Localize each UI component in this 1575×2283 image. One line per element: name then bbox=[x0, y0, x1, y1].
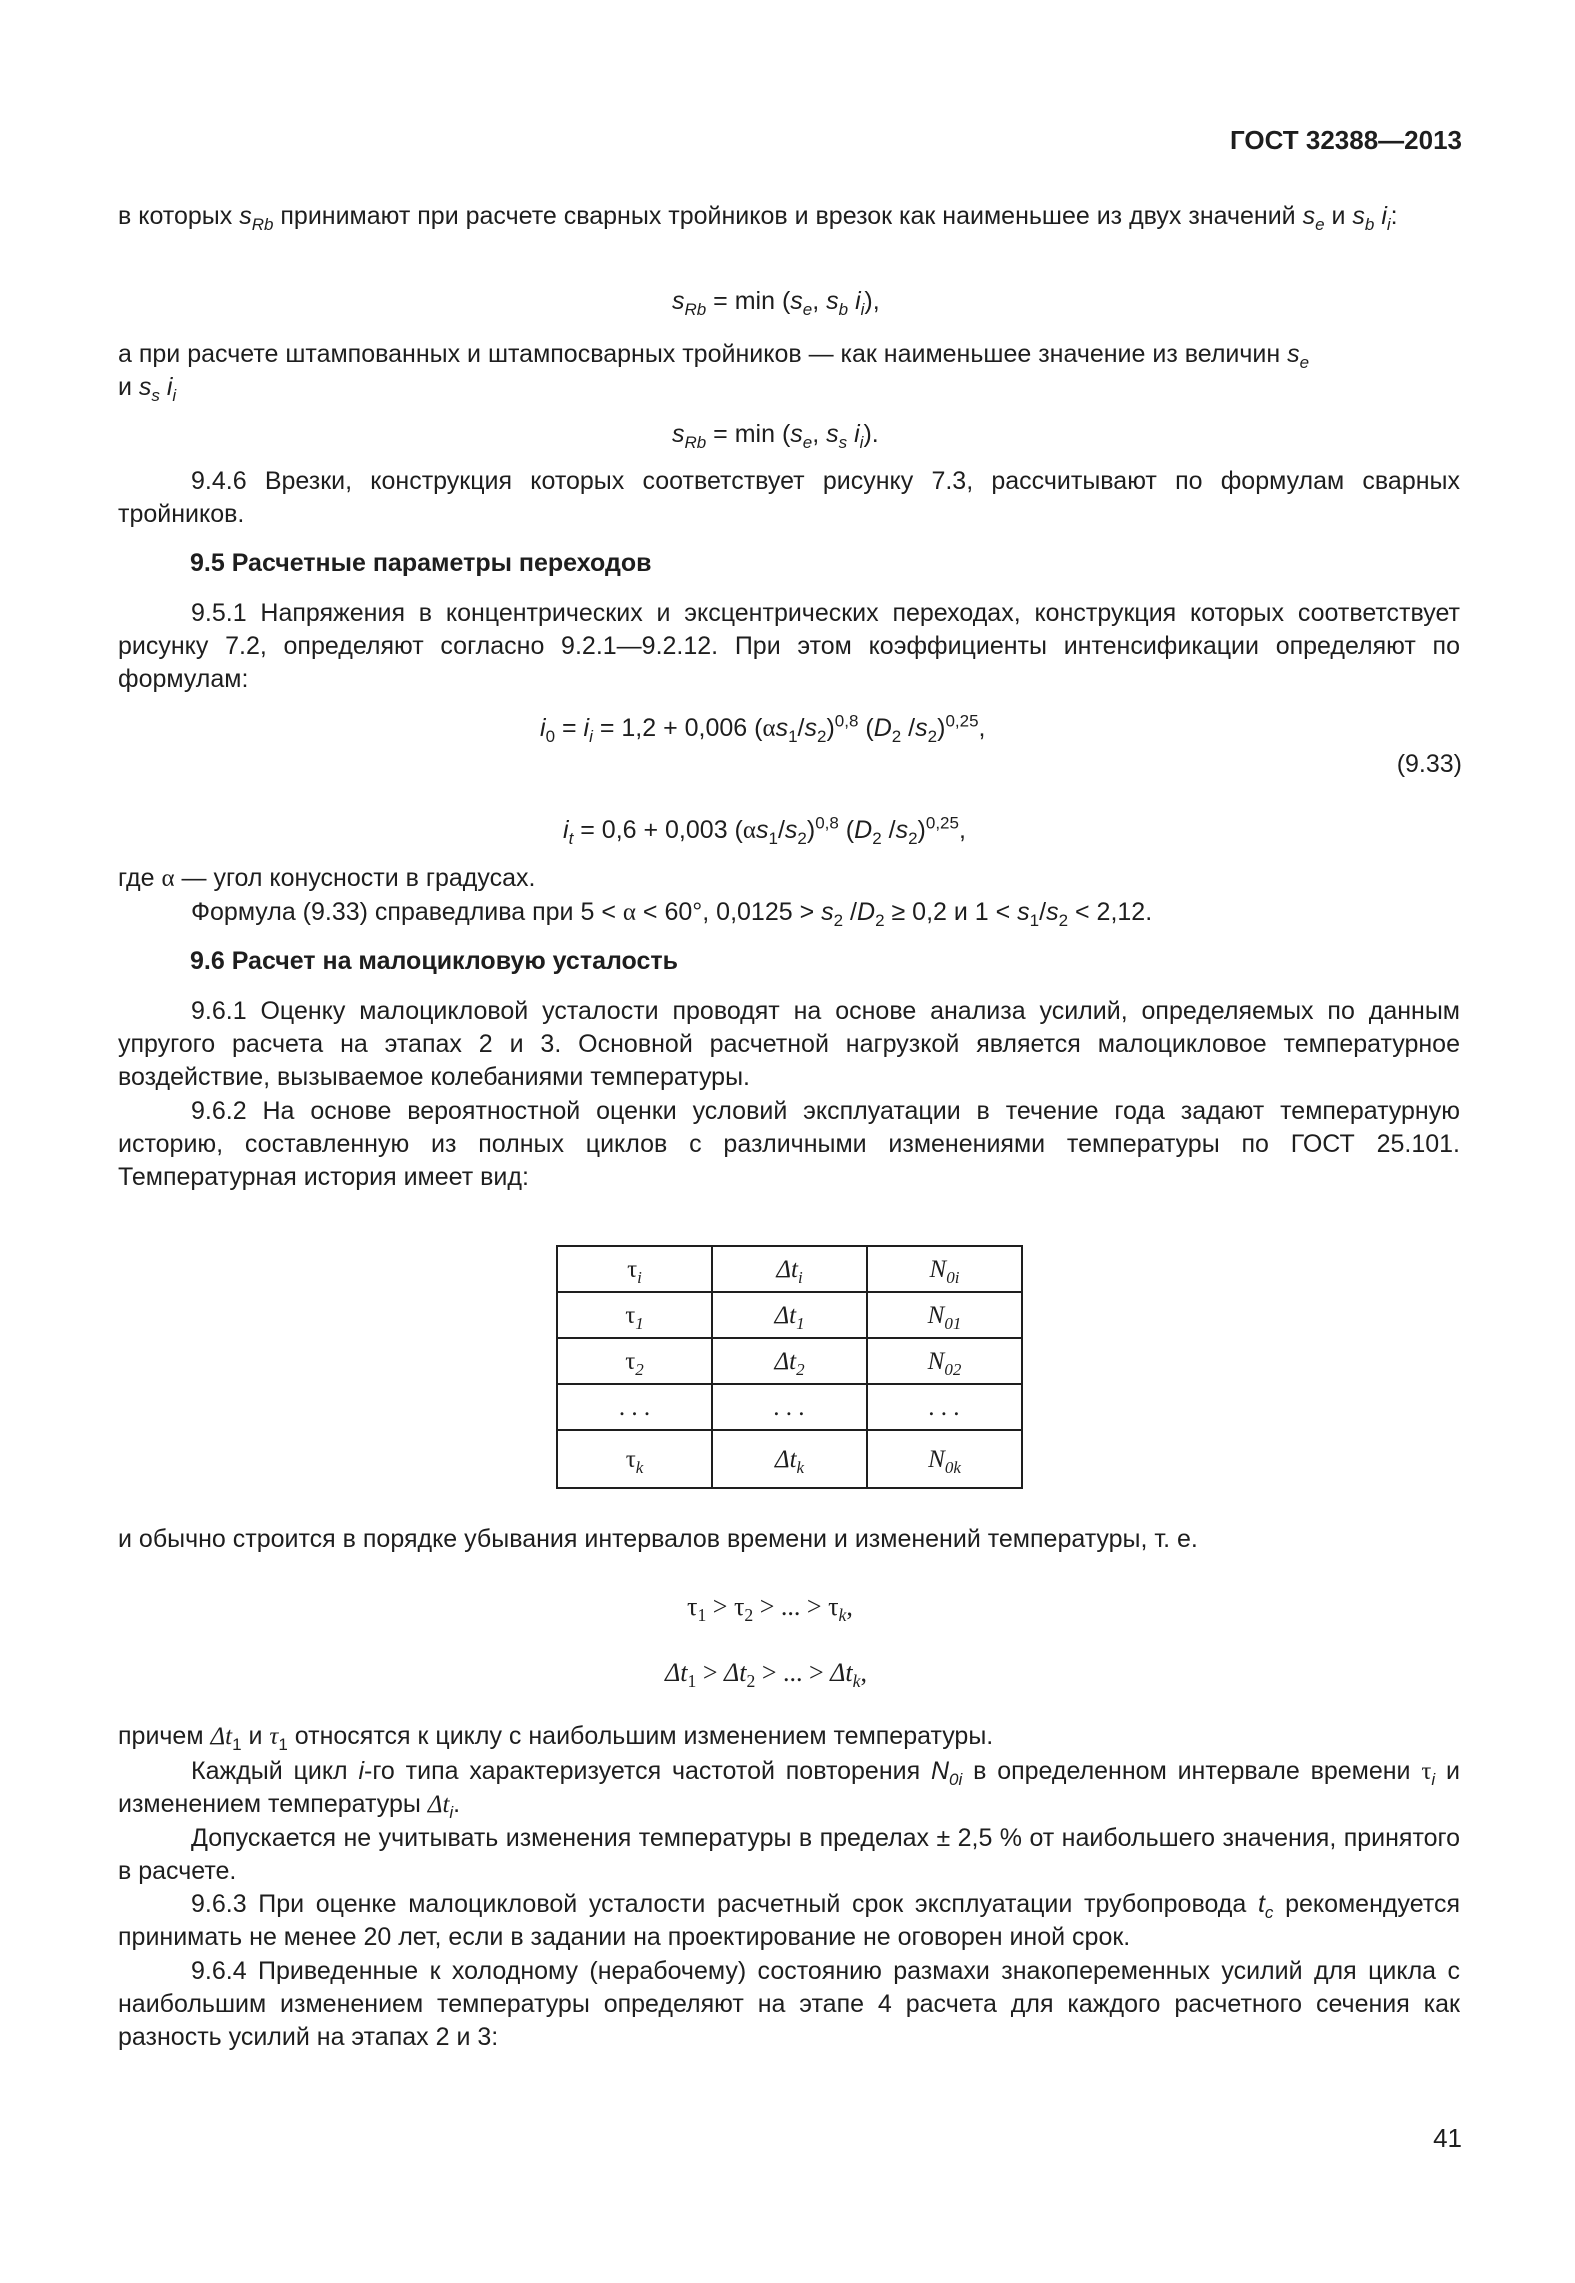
paragraph-9-5-1: 9.5.1 Напряжения в концентрических и эксцентрических переходах, конструкция которых соответствует рисунку 7.2, определяют согласно 9.2.1—9.2.12. При этом коэффициенты интенсификации определяют по формулам: bbox=[118, 599, 1460, 693]
paragraph-srb-welded: в которых $s_{Rb}$ принимают при расчете сварных тройников и врезок как наименьшее из двух значений $s_e$ и $s_b$ $i_i$: bbox=[118, 202, 1398, 234]
temperature-history-table bbox=[556, 1245, 1023, 1489]
count-cell: $N_{02}$ bbox=[867, 1338, 1022, 1384]
interval-cell: $\tau_2$ bbox=[557, 1338, 712, 1384]
paragraph-9-4-6: 9.4.6 Врезки, конструкция которых соответствует рисунку 7.3, рассчитывают по формулам сварных тройников. bbox=[118, 467, 1460, 528]
table-row bbox=[557, 1384, 1022, 1430]
paragraph-tolerance: Допускается не учитывать изменения температуры в пределах ± 2,5 % от наибольшего значения, принятого в расчете. bbox=[118, 1824, 1460, 1885]
paragraph-9-6-4: 9.6.4 Приведенные к холодному (нерабочему) состоянию размахи знакопеременных усилий для цикла с наибольшим изменением температуры определяют на этапе 4 расчета для каждого расчетного сечения как разность усилий на этапах 2 и 3: bbox=[118, 1957, 1460, 2051]
paragraph-9-6-1: 9.6.1 Оценку малоцикловой усталости проводят на основе анализа усилий, определяемых по данным упругого расчета на этапах 2 и 3. Основной расчетной нагрузкой является малоцикловое температурное воздействие, вызываемое колебаниями температуры. bbox=[118, 997, 1460, 1091]
count-cell: $N_{01}$ bbox=[867, 1292, 1022, 1338]
paragraph-9-6-3: 9.6.3 При оценке малоцикловой усталости расчетный срок эксплуатации трубопровода $t_c$ рекомендуется принимать не менее 20 лет, если в задании на проектирование не оговорен иной срок. bbox=[118, 1890, 1460, 1951]
formula-srb-welded: $s_{Rb} = \min (s_e$, $s_b$ $i_i$), bbox=[672, 287, 880, 319]
formula-9-33-it: $i_t = 0,6 + 0,003$ $(\alpha s_1/s_2)^{0,8}$ ($D_2$ $/s_2)^{0,25}$, bbox=[563, 813, 966, 848]
section-heading-9-6: 9.6 Расчет на малоцикловую усталость bbox=[190, 947, 678, 975]
paragraph-max-cycle: причем $\Delta t_1$ и $\tau_1$ относятся к циклу с наибольшим изменением температуры. bbox=[118, 1722, 994, 1754]
delta-t-cell: $\Delta t_1$ bbox=[712, 1292, 867, 1338]
interval-cell: $\tau_1$ bbox=[557, 1292, 712, 1338]
interval-cell: $\tau_i$ bbox=[557, 1246, 712, 1292]
count-cell: $N_{0i}$ bbox=[867, 1246, 1022, 1292]
interval-cell: $\tau_k$ bbox=[557, 1430, 712, 1488]
table-row bbox=[557, 1246, 1022, 1292]
paragraph-srb-stamped: а при расчете штампованных и штампосварных тройников — как наименьшее значение из величин $s_e$ и $s_s$ $i_i$ bbox=[118, 340, 1310, 405]
table-row bbox=[557, 1430, 1022, 1488]
paragraph-ordering: и обычно строится в порядке убывания интервалов времени и изменений температуры, т. е. bbox=[118, 1525, 1198, 1553]
delta-t-cell: . . . bbox=[712, 1384, 867, 1430]
section-heading-9-5: 9.5 Расчетные параметры переходов bbox=[190, 549, 652, 577]
count-cell: $N_{0k}$ bbox=[867, 1430, 1022, 1488]
page-number: 41 bbox=[1433, 2123, 1462, 2153]
interval-cell: . . . bbox=[557, 1384, 712, 1430]
formula-9-33-i0: $i_0 = i_i = 1,2 + 0,006$ $(\alpha s_1/s_2)^{0,8}$ ($D_2$ $/s_2)^{0,25}$, bbox=[540, 711, 986, 746]
delta-t-cell: $\Delta t_i$ bbox=[712, 1246, 867, 1292]
paragraph-9-6-2: 9.6.2 На основе вероятностной оценки условий эксплуатации в течение года задают температурную историю, составленную из полных циклов с различными изменениями температуры по ГОСТ 25.101. Температурная история имеет вид: bbox=[118, 1097, 1460, 1191]
inequality-delta-t: $\Delta t_1 > \Delta t_2$ > ... > $\Delta t_k$, bbox=[665, 1658, 867, 1692]
equation-number-9-33: (9.33) bbox=[1396, 750, 1462, 778]
table-row bbox=[557, 1338, 1022, 1384]
paragraph-alpha-definition: где α — угол конусности в градусах. bbox=[118, 864, 536, 892]
formula-srb-stamped: $s_{Rb} = \min (s_e$, $s_s$ $i_i$). bbox=[672, 420, 879, 452]
document-code: ГОСТ 32388—2013 bbox=[1230, 125, 1462, 155]
delta-t-cell: $\Delta t_k$ bbox=[712, 1430, 867, 1488]
inequality-tau: $\tau_1 > \tau_2$ > ... > $\tau_k$, bbox=[687, 1592, 853, 1626]
paragraph-formula-validity: Формула (9.33) справедлива при 5 < α < 60°, $0,0125 > s_2$ $/D_2 \ge 0,2$ и $1 < s_1/s_2 < 2,12$. bbox=[191, 898, 1153, 930]
delta-t-cell: $\Delta t_2$ bbox=[712, 1338, 867, 1384]
count-cell: . . . bbox=[867, 1384, 1022, 1430]
table-row bbox=[557, 1292, 1022, 1338]
paragraph-cycle-frequency: Каждый цикл i-го типа характеризуется частотой повторения $N_{0i}$ в определенном интервале времени $\tau_i$ и изменением температуры $\Delta t_i$. bbox=[118, 1757, 1460, 1822]
